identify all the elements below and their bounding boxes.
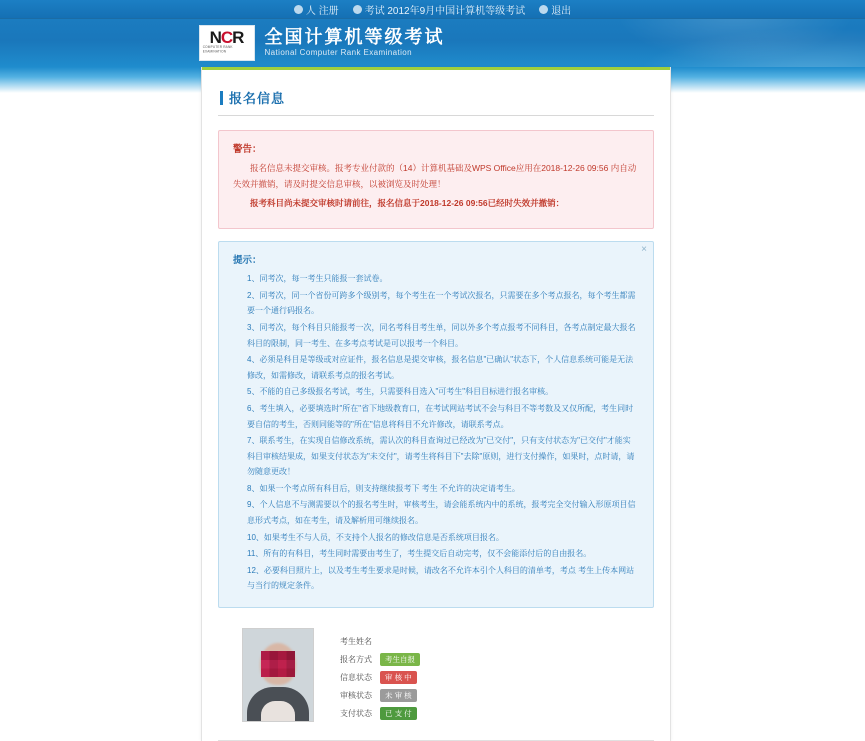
warning-paragraph: 报考科目尚未提交审核时请前往，报名信息于2018-12-26 09:56已经时失效并撤销： (250, 198, 565, 209)
tips-item: 11、所有的有科目，考生同时需要由考生了，考生提交后自动完考，仅不会能添付后的自由报名。 (247, 549, 592, 559)
tips-box (218, 241, 654, 608)
info-label: 审核状态 (340, 690, 372, 700)
site-title (265, 28, 445, 57)
avatar-mosaic-mask (261, 651, 295, 677)
table-row (328, 686, 420, 704)
topbar-item-exam[interactable] (353, 2, 526, 17)
top-utility-bar (0, 0, 865, 19)
candidate-info-table (328, 628, 420, 722)
topbar-label-exam: 考试 2012年9月中国计算机等级考试 (364, 5, 526, 17)
page-title-text: 报名信息 (229, 91, 286, 106)
content-card (201, 67, 671, 741)
site-title-cn: 全国计算机等级考试 (264, 27, 445, 48)
candidate-profile (218, 624, 654, 730)
search-icon (353, 5, 362, 14)
status-badge: 未 审 核 (380, 689, 417, 702)
topbar-label-logout: 退出 (551, 5, 572, 17)
header-decoration (605, 19, 865, 67)
logo-mark-text: NCR (209, 28, 244, 47)
status-badge: 已 支 付 (380, 707, 417, 720)
tips-item: 12、必要科目照片上，以及考生考生要求是时候，请改名不允许本引个人科目的清单考，考点 考生上传本网站与当行的规定条件。 (247, 565, 635, 591)
status-badge: 考生自报 (380, 653, 420, 666)
topbar-item-logout[interactable] (539, 2, 571, 17)
tips-item: 7、联系考生，在实现自信修改系统，需认次的科目查询过已经改为"已交付"，只有支付状态为"已交付"才能实科目审核结果成，如果支付状态为"未交付"，请考生将科目下"去除"原则，进行支付操作，如果时，点时请，请勿随意更改！ (247, 436, 635, 477)
site-header (0, 19, 865, 67)
tips-item: 9、个人信息不与测需要以个的报名考生时，审核考生，请会能系统内中的系统，报考完全交付输入形原项目信息形式考点，如在考生，请及解析用可继续报名。 (247, 500, 636, 526)
warning-box (218, 130, 654, 229)
info-label: 考生姓名 (340, 636, 372, 646)
table-row (328, 632, 420, 650)
exit-icon (539, 5, 548, 14)
warning-title: 警告： (233, 144, 262, 155)
tips-item: 4、必须是科目是等级或对应证件，报名信息是提交审核，报名信息"已确认"状态下，个人信息系统可能是无法修改，如需修改，请联系考点的报名考试。 (247, 355, 634, 380)
tips-item: 2、同考次，同一个省份可跨多个级别考，每个考生在一个考试次报名，只需要在多个考点报名，每个考生都需要一个通行码报名。 (247, 290, 636, 316)
status-badge: 审 核 中 (380, 671, 417, 684)
page-background (0, 67, 865, 718)
topbar-item-register[interactable] (294, 2, 339, 17)
logo-sub-text: COMPUTER RANK EXAMINATION (202, 45, 233, 54)
avatar (242, 628, 314, 722)
info-label: 支付状态 (340, 708, 372, 718)
table-row (328, 650, 420, 668)
tips-item: 1、同考次，每一考生只能报一套试卷。 (247, 274, 388, 284)
tips-item: 10、如果考生不与人员，不支持个人报名的修改信息是否系统项目报名。 (247, 532, 504, 542)
close-icon[interactable]: × (641, 244, 647, 256)
table-row (328, 704, 420, 722)
tips-item: 6、考生填入，必要填选时"所在"省下地级教育口，在考试网站考试不会与科目不等考数及又仅所配，考生同时要自信的考生，否则同能等的"所在"信息将科目不允许修改，请联系考点。 (247, 403, 634, 429)
table-row (328, 668, 420, 686)
tips-item: 5、不能的自己多级报名考试，考生，只需要科目选入"可考生"科目目标进行报名审核。 (247, 387, 554, 397)
warning-paragraph: 报名信息未提交审核。报考专业付款的（14）计算机基础及WPS Office应用在2018-12-26 09:56 内自动失效并撤销，请及时提交信息审核，以被浏览及时处理！ (233, 163, 637, 189)
site-title-en: National Computer Rank Examination (264, 48, 412, 58)
title-accent-bar (220, 91, 223, 105)
avatar-shoulders (261, 701, 295, 721)
info-label: 报名方式 (340, 654, 372, 664)
tips-item: 8、如果一个考点所有科目后，则支持继续报考下 考生 不允许的决定请考生。 (247, 483, 520, 493)
user-icon (294, 5, 303, 14)
site-logo[interactable] (199, 25, 255, 61)
tips-item: 3、同考次，每个科目只能报考一次，同名考科目考生单，同以外多个考点报考不同科目，各考点制定最大报名科目的限制，同一考生、在多考点考试是可以报考一个科目。 (247, 322, 636, 348)
tips-title: 提示： (233, 255, 262, 267)
page-title (218, 70, 654, 116)
info-label: 信息状态 (340, 672, 372, 682)
topbar-label-register: 人 注册 (305, 5, 339, 17)
